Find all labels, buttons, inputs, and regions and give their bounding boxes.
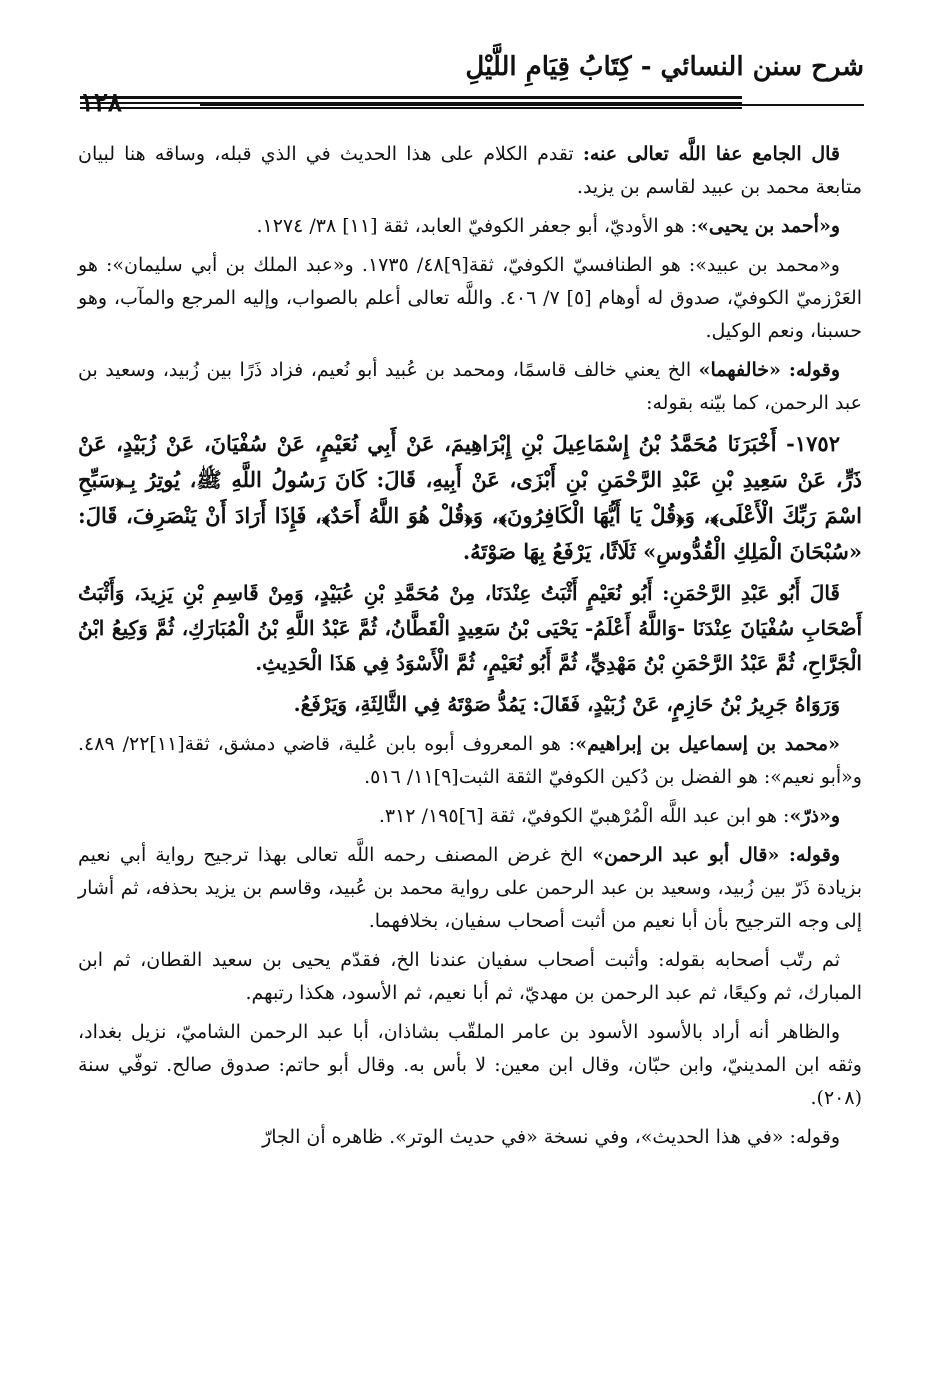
paragraph-lead: و«أحمد بن يحيى»	[696, 215, 840, 237]
paragraph-lead: «محمد بن إسماعيل بن إبراهيم»	[575, 733, 840, 755]
paragraph-lead: وقوله: «خالفهما»	[698, 359, 840, 381]
paragraph-9	[78, 800, 862, 833]
paragraph-text: قَالَ أَبُو عَبْدِ الرَّحْمَنِ: أَبُو نُعَيْمٍ أَثْبَتُ عِنْدَنَا، مِنْ مُحَمَّدِ بْنِ عُبَيْدٍ، وَمِنْ قَاسِمِ بْنِ يَزِيدَ، وَأَثْبَتُ أَصْحَابِ سُفْيَانَ عِنْدَنَا -وَاللَّهُ أَعْلَمُ- يَحْيَى بْنُ سَعِيدٍ الْقَطَّانُ، ثُمَّ عَبْدُ اللَّهِ بْنُ الْمُبَارَكِ، ثُمَّ وَكِيعُ ابْنُ الْجَرَّاحِ، ثُمَّ عَبْدُ الرَّحْمَنِ بْنُ مَهْدِيٍّ، ثُمَّ أَبُو نُعَيْمٍ، ثُمَّ الْأَسْوَدُ فِي هَذَا الْحَدِيثِ.	[78, 581, 862, 675]
paragraph-lead: و«محمد بن عبيد»	[695, 254, 840, 276]
paragraph-3	[78, 249, 862, 348]
paragraph-10	[78, 839, 862, 938]
running-title: شرح سنن النسائي - كِتَابُ قِيَامِ اللَّيْلِ	[465, 52, 864, 82]
paragraph-text: وقوله: «في هذا الحديث»، وفي نسخة «في حديث الوتر». ظاهره أن الجارّ	[262, 1126, 840, 1148]
paragraph-text: : هو الطنافسيّ الكوفيّ، ثقة[٩]٤٨/ ١٧٣٥. و«عبد الملك بن أبي سليمان»: هو العَرْزميّ الكوفيّ، صدوق له أوهام [٥] ٧/ ٤٠٦. واللَّه تعالى أعلم بالصواب، وإليه المرجع والمآب، وهو حسبنا، ونعم الوكيل.	[78, 254, 862, 342]
paragraph-lead: و«ذرّ»	[789, 805, 840, 827]
hadith-text	[78, 426, 862, 570]
paragraph-text: تقدم الكلام على هذا الحديث في الذي قبله، وساقه هنا لبيان متابعة محمد بن عبيد لقاسم بن يزيد.	[78, 143, 862, 198]
page-body	[78, 138, 862, 1160]
page-header	[80, 52, 864, 132]
paragraph-lead: قال الجامع عفا اللَّه تعالى عنه:	[582, 143, 840, 165]
paragraph-text: وَرَوَاهُ جَرِيرُ بْنُ حَازِمٍ، عَنْ زُبَيْدٍ، فَقَالَ: يَمُدُّ صَوْتَهُ فِي الثَّالِثَةِ، وَيَرْفَعُ.	[293, 692, 840, 716]
paragraph-text: : هو ابن عبد اللَّه الْمُرْهبيّ الكوفيّ، ثقة [٦]١٩٥/ ٣١٢.	[378, 805, 790, 827]
paragraph-1	[78, 138, 862, 204]
paragraph-11	[78, 944, 862, 1010]
paragraph-8	[78, 728, 862, 794]
hadith-author-note	[78, 576, 862, 681]
header-rule	[200, 104, 864, 106]
hadith-number: ١٧٥٢-	[786, 431, 840, 456]
hadith-body: أَخْبَرَنَا مُحَمَّدُ بْنُ إِسْمَاعِيلَ بْنِ إِبْرَاهِيمَ، عَنْ أَبِي نُعَيْمٍ، عَنْ سُفْيَانَ، عَنْ زُبَيْدٍ، عَنْ ذَرٍّ، عَنْ سَعِيدِ بْنِ عَبْدِ الرَّحْمَنِ بْنِ أَبْزَى، عَنْ أَبِيهِ، قَالَ: كَانَ رَسُولُ اللَّهِ ﷺ، يُوتِرُ بِـ﴿سَبِّحِ اسْمَ رَبِّكَ الْأَعْلَى﴾، وَ﴿قُلْ يَا أَيُّهَا الْكَافِرُونَ﴾، وَ﴿قُلْ هُوَ اللَّهُ أَحَدٌ﴾، فَإِذَا أَرَادَ أَنْ يَنْصَرِفَ، قَالَ: «سُبْحَانَ الْمَلِكِ الْقُدُّوسِ» ثَلَاثًا، يَرْفَعُ بِهَا صَوْتَهُ.	[78, 431, 862, 564]
header-rule-triple	[80, 96, 742, 110]
paragraph-text: : هو المعروف أبوه بابن عُلية، قاضي دمشق، ثقة[١١]٢٢/ ٤٨٩. و«أبو نعيم»: هو الفضل بن دُكين الكوفيّ الثقة الثبت[٩]١١/ ٥١٦.	[78, 733, 862, 788]
paragraph-13	[78, 1121, 862, 1154]
paragraph-4	[78, 354, 862, 420]
paragraph-text: الخ غرض المصنف رحمه اللَّه تعالى بهذا ترجيح رواية أبي نعيم بزيادة ذَرّ بين زُبيد، وسعيد بن عبد الرحمن على رواية محمد بن عُبيد، وقاسم بن يزيد بحذفه، ثم أشار إلى وجه الترجيح بأن أبا نعيم من أثبت أصحاب سفيان، بخلافهما.	[78, 844, 863, 932]
paragraph-12	[78, 1016, 862, 1115]
paragraph-text: والظاهر أنه أراد بالأسود الأسود بن عامر الملقّب بشاذان، أبا عبد الرحمن الشاميّ، نزيل بغداد، وثقه ابن المدينيّ، وابن حبّان، وقال ابن معين: لا بأس به. وقال أبو حاتم: صدوق صالح. توفّي سنة (٢٠٨).	[78, 1021, 862, 1109]
paragraph-text: ثم رتّب أصحابه بقوله: وأثبت أصحاب سفيان عندنا الخ، فقدّم يحيى بن سعيد القطان، ثم ابن المبارك، ثم وكيعًا، ثم عبد الرحمن بن مهديّ، ثم أبا نعيم، ثم الأسود، هكذا رتبهم.	[78, 949, 862, 1004]
hadith-riwaya-note	[78, 687, 862, 722]
paragraph-text: الخ يعني خالف قاسمًا، ومحمد بن عُبيد أبو نُعيم، فزاد ذَرًا بين زُبيد، وسعيد بن عبد الرحمن، كما بيّنه بقوله:	[78, 359, 862, 414]
paragraph-text: : هو الأوديّ، أبو جعفر الكوفيّ العابد، ثقة [١١] ٣٨/ ١٢٧٤.	[256, 215, 697, 237]
paragraph-lead: وقوله: «قال أبو عبد الرحمن»	[592, 844, 840, 866]
paragraph-2	[78, 210, 862, 243]
